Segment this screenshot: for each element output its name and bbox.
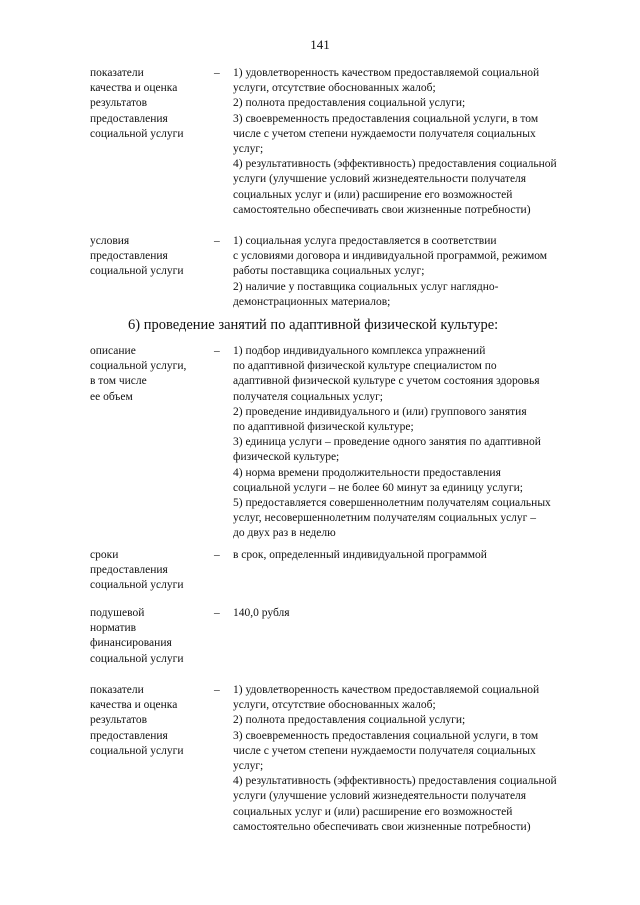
row-content — [233, 548, 598, 563]
row-label — [90, 606, 210, 667]
dash-separator: – — [214, 607, 220, 619]
content-line: 3) своевременность предоставления социальной услуги, в том — [233, 729, 539, 742]
section-heading: 6) проведение занятий по адаптивной физической культуре: — [128, 317, 499, 333]
content-line: самостоятельно обеспечивать свои жизненные потребности) — [233, 820, 531, 833]
label-line: показатели — [90, 67, 144, 79]
row-label — [90, 234, 210, 280]
content-line: 3) своевременность предоставления социальной услуги, в том — [233, 112, 539, 125]
content-line: услуг; — [233, 143, 264, 156]
dash-separator: – — [214, 235, 220, 247]
label-line: качества и оценка — [90, 699, 178, 712]
label-line: в том числе — [90, 375, 147, 388]
dash-separator: – — [214, 684, 220, 696]
content-line: услуги (улучшение условий жизнедеятельности получателя — [233, 173, 527, 186]
content-line: услуг, несовершеннолетним получателям социальных услуг – — [233, 512, 537, 525]
content-line: числе с учетом степени нуждаемости получателя социальных — [233, 744, 536, 757]
page-number: 141 — [310, 37, 330, 52]
content-line: услуги, отсутствие обоснованных жалоб; — [233, 82, 436, 95]
row-content — [233, 344, 598, 542]
content-line: самостоятельно обеспечивать свои жизненные потребности) — [233, 203, 531, 216]
label-line: результатов — [90, 97, 148, 110]
label-line: предоставления — [90, 112, 168, 125]
content-line: 1) социальная услуга предоставляется в соответствии — [233, 235, 497, 247]
content-line: по адаптивной физической культуре; — [233, 421, 414, 434]
content-line: 2) полнота предоставления социальной услуги; — [233, 97, 466, 110]
content-line: социальных услуг и (или) расширение его возможностей — [233, 188, 513, 201]
content-line: социальных услуг и (или) расширение его возможностей — [233, 805, 513, 818]
label-line: условия — [90, 235, 130, 247]
content-line: 2) проведение индивидуального и (или) группового занятия — [233, 405, 527, 418]
content-line: 2) наличие у поставщика социальных услуг наглядно- — [233, 280, 499, 293]
label-line: подушевой — [90, 607, 145, 619]
label-line: показатели — [90, 684, 144, 696]
content-line: 1) подбор индивидуального комплекса упражнений — [233, 345, 486, 357]
row-label — [90, 344, 210, 405]
content-line: 4) норма времени продолжительности предоставления — [233, 466, 501, 479]
content-line: услуг; — [233, 760, 264, 773]
content-line: 3) единица услуги – проведение одного занятия по адаптивной — [233, 436, 541, 449]
content-line: получателя социальных услуг; — [233, 390, 383, 403]
content-line: числе с учетом степени нуждаемости получателя социальных — [233, 127, 536, 140]
label-line: социальной услуги — [90, 652, 184, 665]
row-label — [90, 683, 210, 759]
label-line: социальной услуги — [90, 579, 184, 592]
label-line: сроки — [90, 549, 119, 561]
content-line: адаптивной физической культуре с учетом состояния здоровья — [233, 375, 540, 388]
label-line: предоставления — [90, 250, 168, 263]
dash-separator: – — [214, 549, 220, 561]
dash-separator: – — [214, 345, 220, 357]
content-line: в срок, определенный индивидуальной программой — [233, 549, 487, 561]
row-label — [90, 66, 210, 142]
row-label — [90, 548, 210, 594]
content-line: 1) удовлетворенность качеством предоставляемой социальной — [233, 684, 540, 696]
content-line: 5) предоставляется совершеннолетним получателям социальных — [233, 497, 551, 510]
label-line: социальной услуги, — [90, 360, 187, 373]
content-line: работы поставщика социальных услуг; — [233, 265, 425, 278]
content-line: до двух раз в неделю — [233, 527, 336, 540]
content-line: физической культуре; — [233, 451, 340, 464]
label-line: социальной услуги — [90, 265, 184, 278]
content-line: с условиями договора и индивидуальной программой, режимом — [233, 250, 548, 263]
label-line: норматив — [90, 622, 137, 635]
content-line: 1) удовлетворенность качеством предоставляемой социальной — [233, 67, 540, 79]
label-line: предоставления — [90, 564, 168, 577]
content-line: услуги, отсутствие обоснованных жалоб; — [233, 699, 436, 712]
row-content — [233, 683, 598, 835]
row-content — [233, 234, 598, 310]
content-line: 2) полнота предоставления социальной услуги; — [233, 714, 466, 727]
row-content — [233, 606, 598, 621]
content-line: по адаптивной физической культуре специалистом по — [233, 360, 497, 373]
content-line: услуги (улучшение условий жизнедеятельности получателя — [233, 790, 527, 803]
dash-separator: – — [214, 67, 220, 79]
row-content — [233, 66, 598, 218]
content-line: 140,0 рубля — [233, 607, 290, 619]
label-line: социальной услуги — [90, 127, 184, 140]
label-line: описание — [90, 345, 136, 357]
label-line: финансирования — [90, 637, 172, 650]
content-line: 4) результативность (эффективность) предоставления социальной — [233, 775, 557, 788]
label-line: ее объем — [90, 390, 133, 403]
content-line: социальной услуги – не более 60 минут за единицу услуги; — [233, 481, 523, 494]
label-line: качества и оценка — [90, 82, 178, 95]
label-line: предоставления — [90, 729, 168, 742]
content-line: 4) результативность (эффективность) предоставления социальной — [233, 158, 557, 171]
label-line: результатов — [90, 714, 148, 727]
label-line: социальной услуги — [90, 744, 184, 757]
content-line: демонстрационных материалов; — [233, 295, 391, 308]
